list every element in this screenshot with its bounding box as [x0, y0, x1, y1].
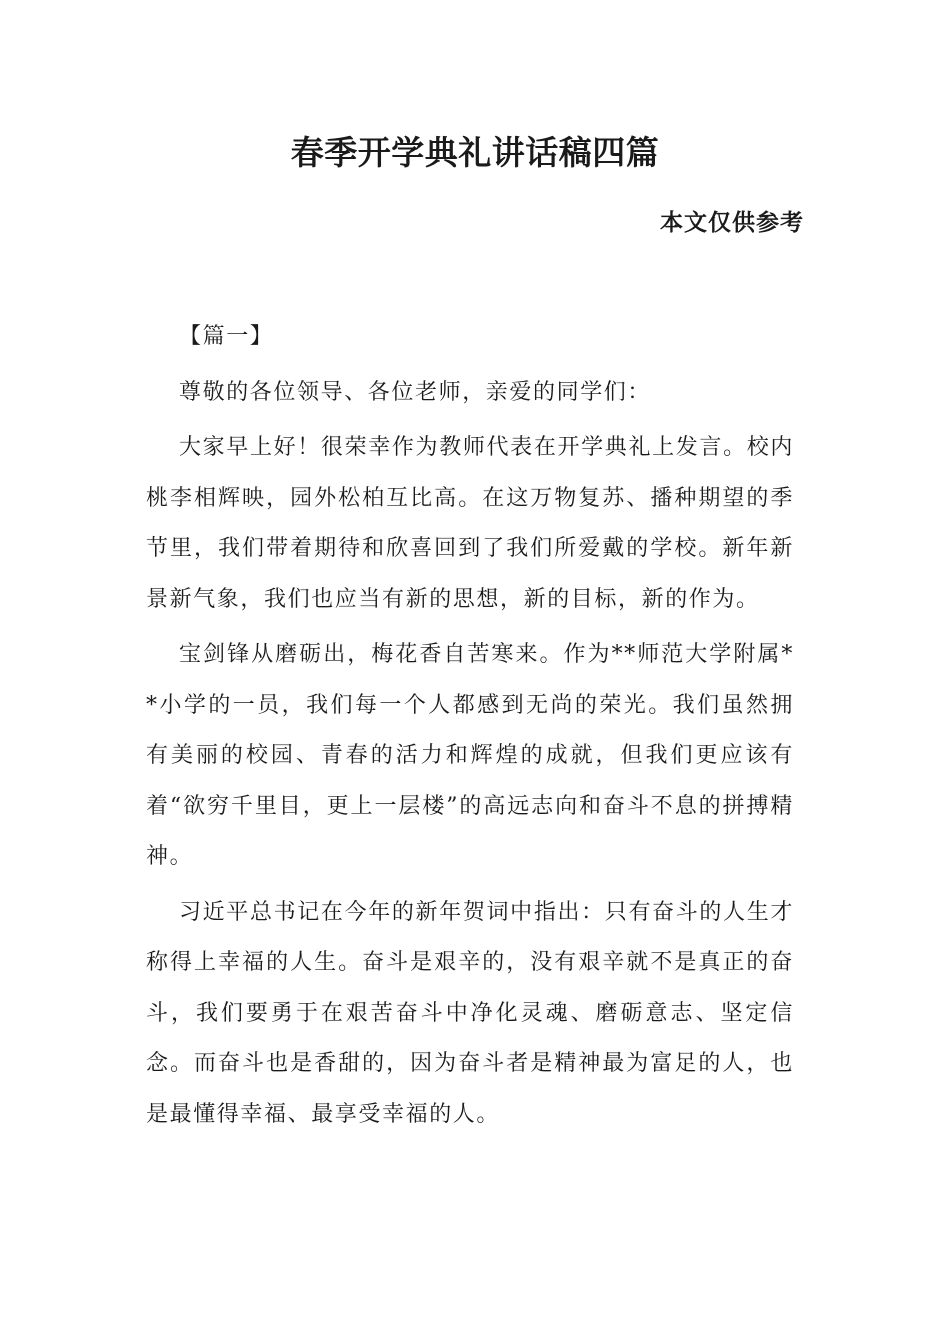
body-paragraph: 大家早上好！很荣幸作为教师代表在开学典礼上发言。校内桃李相辉映，园外松柏互比高。在这万物复苏、播种期望的季节里，我们带着期待和欣喜回到了我们所爱戴的学校。新年新景新气象，我们也应当有新的思想，新的目标，新的作为。 — [146, 435, 794, 612]
salutation: 尊敬的各位领导、各位老师，亲爱的同学们： — [179, 379, 652, 405]
body-paragraph: 宝剑锋从磨砺出，梅花香自苦寒来。作为**师范大学附属**小学的一员，我们每一个人都感到无尚的荣光。我们虽然拥有美丽的校园、青春的活力和辉煌的成就，但我们更应该有着“欲穷千里目，更上一层楼”的高远志向和奋斗不息的拼搏精神。 — [146, 642, 794, 869]
body-paragraph: 习近平总书记在今年的新年贺词中指出：只有奋斗的人生才称得上幸福的人生。奋斗是艰辛的，没有艰辛就不是真正的奋斗，我们要勇于在艰苦奋斗中净化灵魂、磨砺意志、坚定信念。而奋斗也是香甜的，因为奋斗者是精神最为富足的人，也是最懂得幸福、最享受幸福的人。 — [146, 899, 794, 1127]
section-label: 【篇一】 — [179, 324, 274, 349]
document-subtitle: 本文仅供参考 — [660, 209, 804, 236]
document-body — [146, 312, 794, 1145]
document-title: 春季开学典礼讲话稿四篇 — [290, 133, 660, 172]
